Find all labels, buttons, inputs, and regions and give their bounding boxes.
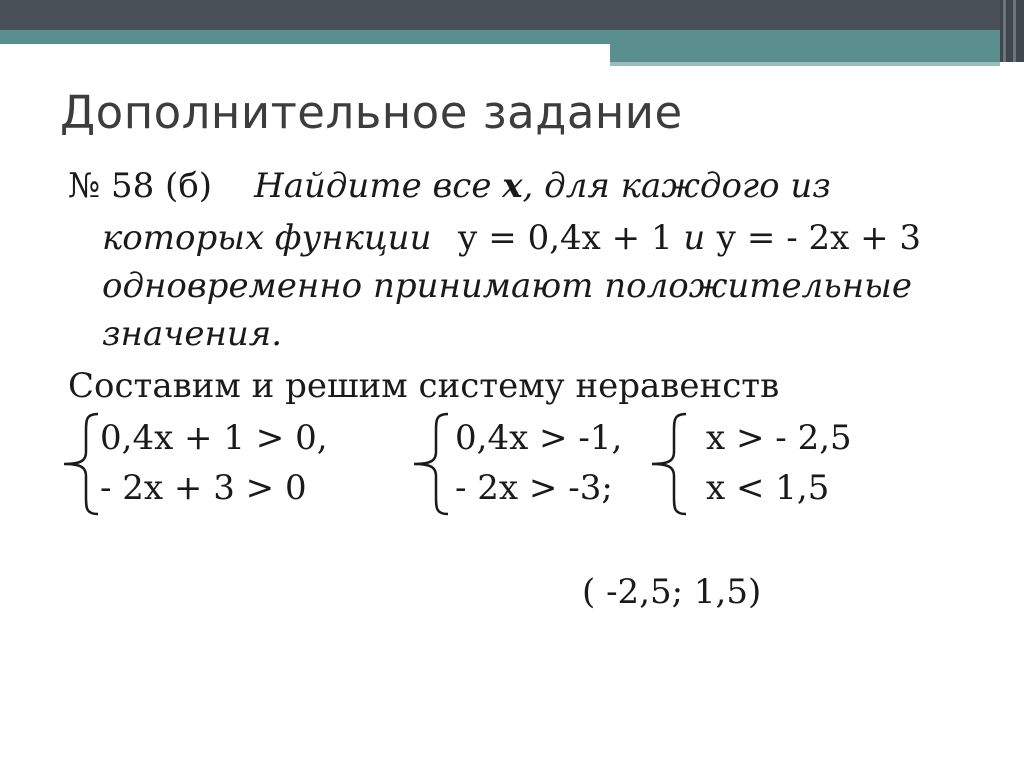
system1-line-2: - 2х + 3 > 0	[100, 468, 307, 508]
system-intro: Составим и решим систему неравенств	[68, 366, 780, 406]
left-brace-icon	[60, 412, 104, 516]
task-text: , для каждого из	[522, 166, 831, 206]
task-number: № 58 (б)	[68, 166, 213, 206]
function-2: у = - 2х + 3	[716, 218, 922, 258]
task-text: которых функции	[102, 218, 432, 258]
system3-line-2: х < 1,5	[706, 468, 830, 508]
header-bar-teal-right	[610, 44, 1000, 62]
slide-title: Дополнительное задание	[60, 86, 683, 139]
system3-line-1: х > - 2,5	[706, 418, 852, 458]
left-brace-icon	[410, 412, 454, 516]
header-edge-stripe	[1003, 0, 1006, 62]
task-variable: х	[502, 166, 523, 206]
answer-interval: ( -2,5; 1,5)	[582, 572, 762, 612]
task-line-2	[102, 218, 921, 258]
task-line-1	[68, 166, 831, 206]
system1-line-1: 0,4х + 1 > 0,	[100, 418, 328, 458]
header-bar-teal	[0, 30, 1000, 44]
function-1: у = 0,4х + 1	[457, 218, 673, 258]
system2-line-2: - 2х > -3;	[455, 468, 613, 508]
conjunction: и	[672, 218, 717, 258]
left-brace-icon	[648, 412, 692, 516]
header-bar-dark	[0, 0, 1000, 30]
task-line-4: значения.	[102, 314, 283, 354]
header-bar-light	[610, 62, 1000, 66]
task-text: Найдите все	[254, 166, 503, 206]
task-line-3: одновременно принимают положительные	[102, 266, 912, 306]
header-edge-stripe	[1013, 0, 1016, 62]
system2-line-1: 0,4х > -1,	[455, 418, 623, 458]
